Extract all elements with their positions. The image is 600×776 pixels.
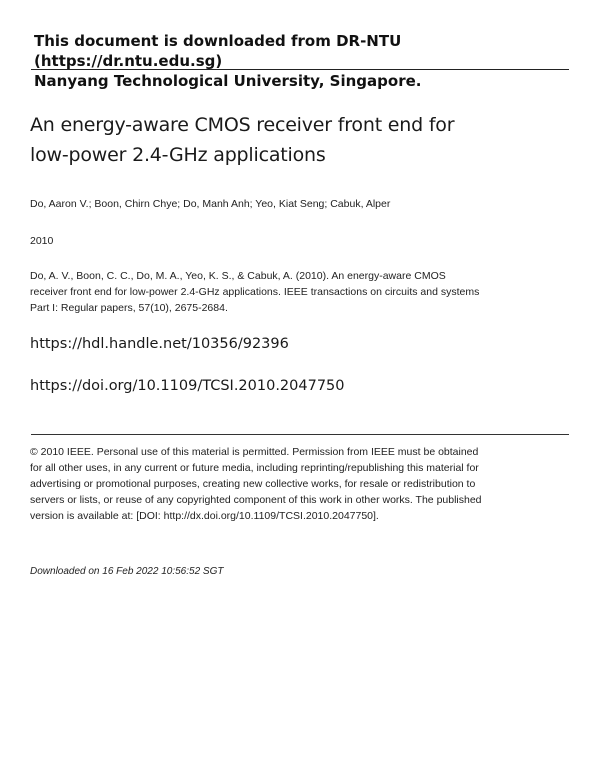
header-divider — [31, 69, 569, 70]
header-source-line: This document is downloaded from DR-NTU (https://dr.ntu.edu.sg) — [34, 32, 402, 70]
header-institution-line: Nanyang Technological University, Singapore. — [34, 72, 422, 90]
title-line-2: low-power 2.4-GHz applications — [30, 144, 326, 166]
doi-link[interactable]: https://doi.org/10.1109/TCSI.2010.2047750 — [30, 378, 345, 394]
citation: Do, A. V., Boon, C. C., Do, M. A., Yeo, K. S., & Cabuk, A. (2010). An energy-aware CMOS receiver front end for low-power 2.4-GHz applications. IEEE transactions on circuits and systems Part I: Regular papers, 57(10), 2675-2684. — [30, 270, 480, 314]
publication-year: 2010 — [30, 235, 54, 247]
repository-header — [34, 31, 569, 91]
handle-link[interactable]: https://hdl.handle.net/10356/92396 — [30, 336, 289, 352]
download-timestamp: Downloaded on 16 Feb 2022 10:56:52 SGT — [30, 566, 224, 577]
title-line-1: An energy-aware CMOS receiver front end for — [30, 114, 455, 136]
section-divider — [31, 434, 569, 435]
copyright-notice: © 2010 IEEE. Personal use of this material is permitted. Permission from IEEE must be obtained for all other uses, in any current or future media, including reprinting/republishing this material for advertising or promotional purposes, creating new collective works, for resale or redistribution to servers or lists, or reuse of any copyrighted component of this work in other works. The published version is available at: [DOI: http://dx.doi.org/10.1109/TCSI.2010.2047750]. — [30, 446, 482, 522]
document-title — [30, 110, 550, 170]
authors: Do, Aaron V.; Boon, Chirn Chye; Do, Manh Anh; Yeo, Kiat Seng; Cabuk, Alper — [30, 198, 391, 210]
